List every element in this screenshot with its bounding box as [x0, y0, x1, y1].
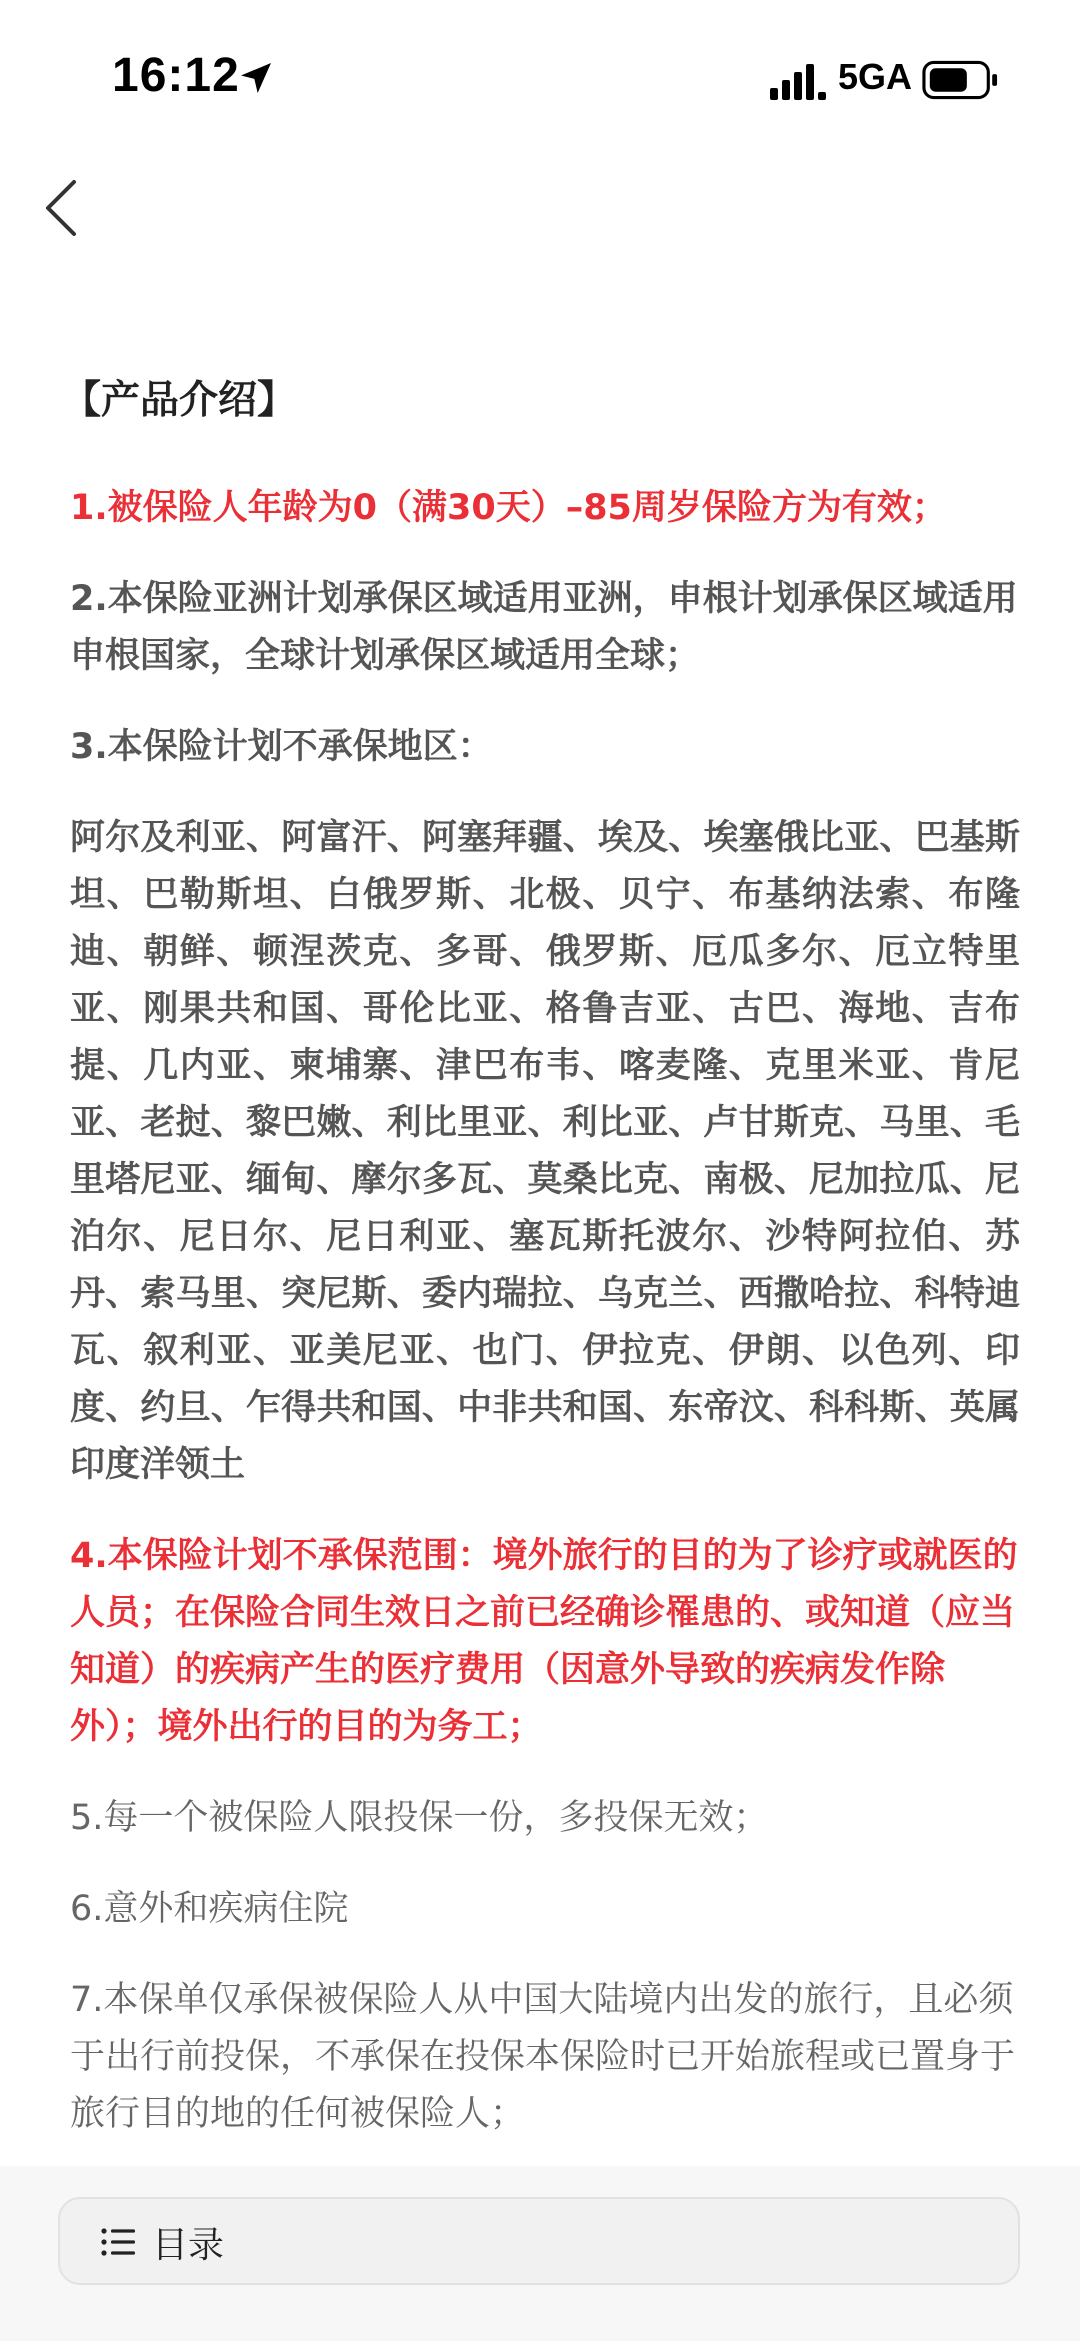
- intro-item-excluded-regions-heading: 3.本保险计划不承保地区：: [70, 727, 493, 767]
- intro-item-hospitalization: 6.意外和疾病住院: [70, 1889, 349, 1929]
- intro-item-age: 1.被保险人年龄为0（满30天）–85周岁保险方为有效；: [70, 488, 947, 528]
- back-button[interactable]: [30, 168, 100, 248]
- intro-item-departure-rule: 7.本保单仅承保被保险人从中国大陆境内出发的旅行，且必须于出行前投保，不承保在投保本保险时已开始旅程或已置身于旅行目的地的任何被保险人；: [70, 1980, 1016, 2134]
- list-icon: [100, 2225, 136, 2259]
- intro-item-excluded-regions-list: 阿尔及利亚、阿富汗、阿塞拜疆、埃及、埃塞俄比亚、巴基斯坦、巴勒斯坦、白俄罗斯、北极、贝宁、布基纳法索、布隆迪、朝鲜、顿涅茨克、多哥、俄罗斯、厄瓜多尔、厄立特里亚、刚果共和国、哥伦比亚、格鲁吉亚、古巴、海地、吉布提、几内亚、柬埔寨、津巴布韦、喀麦隆、克里米亚、肯尼亚、老挝、黎巴嫩、利比里亚、利比亚、卢甘斯克、马里、毛里塔尼亚、缅甸、摩尔多瓦、莫桑比克、南极、尼加拉瓜、尼泊尔、尼日尔、尼日利亚、塞瓦斯托波尔、沙特阿拉伯、苏丹、索马里、突尼斯、委内瑞拉、乌克兰、西撒哈拉、科特迪瓦、叙利亚、亚美尼亚、也门、伊拉克、伊朗、以色列、印度、约旦、乍得共和国、中非共和国、东帝汶、科科斯、英属印度洋领土: [70, 818, 1020, 1485]
- intro-item-exclusions: 4.本保险计划不承保范围：境外旅行的目的为了诊疗或就医的人员；在保险合同生效日之前已经确诊罹患的、或知道（应当知道）的疾病产生的医疗费用（因意外导致的疾病发作除外）；境外出行的目的为务工；: [70, 1536, 1018, 1747]
- status-time: 16:12: [112, 49, 240, 102]
- network-type-label: 5GA: [838, 56, 913, 97]
- section-title: 【产品介绍】: [62, 378, 297, 423]
- battery-icon: [922, 60, 1000, 100]
- signal-icon: [770, 64, 826, 100]
- chevron-left-icon: [30, 168, 100, 248]
- toc-button[interactable]: [58, 2197, 1020, 2285]
- intro-item-coverage-area: 2.本保险亚洲计划承保区域适用亚洲，申根计划承保区域适用申根国家，全球计划承保区域适用全球；: [70, 579, 1018, 676]
- status-bar: [0, 0, 1080, 160]
- location-arrow-icon: [236, 58, 276, 98]
- intro-item-one-policy-limit: 5.每一个被保险人限投保一份，多投保无效；: [70, 1798, 769, 1838]
- product-intro-content: [62, 370, 1020, 2177]
- toc-label: 目录: [152, 2225, 225, 2266]
